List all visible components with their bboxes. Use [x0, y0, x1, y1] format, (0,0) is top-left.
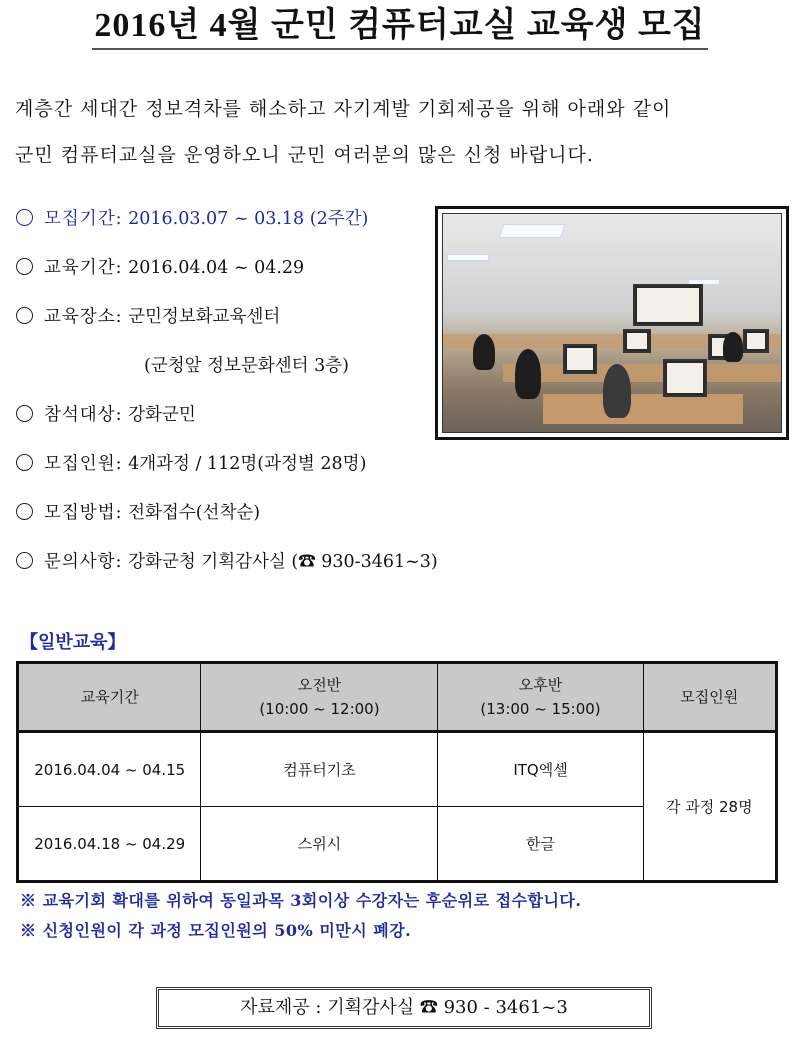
circle-bullet-icon [16, 209, 33, 226]
cell-capacity: 각 과정 28명 [643, 732, 776, 882]
circle-bullet-icon [16, 503, 33, 520]
footer-source-box: 자료제공 : 기획감사실 ☎ 930 - 3461~3 [156, 987, 652, 1029]
intro-paragraph [15, 86, 795, 178]
photo-image [442, 213, 782, 433]
header-morning: 오전반 (10:00 ~ 12:00) [201, 663, 438, 732]
detail-recruit-period: 모집기간: 2016.03.07 ~ 03.18 (2주간) [16, 205, 436, 254]
notes [20, 886, 581, 946]
cell-period: 2016.04.18 ~ 04.29 [18, 807, 201, 882]
projector-screen [633, 284, 703, 326]
detail-location-sub: (군청앞 정보문화센터 3층) [144, 356, 349, 376]
cell-morning: 컴퓨터기초 [201, 732, 438, 807]
detail-location: 교육장소: 군민정보화교육센터 [16, 303, 436, 352]
monitor [623, 329, 651, 353]
detail-education-period: 교육기간: 2016.04.04 ~ 04.29 [16, 254, 436, 303]
note-2: ※ 신청인원이 각 과정 모집인원의 50% 미만시 폐강. [20, 921, 412, 940]
schedule-table [16, 661, 778, 883]
details-list [16, 205, 436, 597]
detail-inquiry: 문의사항: 강화군청 기획감사실 (☎ 930-3461~3) [16, 548, 436, 597]
classroom-photo [435, 206, 789, 440]
note-1: ※ 교육기회 확대를 위하여 동일과목 3회이상 수강자는 후순위로 접수합니다. [20, 891, 582, 910]
circle-bullet-icon [16, 307, 33, 324]
detail-target: 참석대상: 강화군민 [16, 401, 436, 450]
student [515, 349, 541, 399]
cell-morning: 스위시 [201, 807, 438, 882]
circle-bullet-icon [16, 454, 33, 471]
circle-bullet-icon [16, 552, 33, 569]
header-afternoon: 오후반 (13:00 ~ 15:00) [438, 663, 643, 732]
ceiling-light [447, 254, 489, 261]
student [603, 364, 631, 418]
circle-bullet-icon [16, 405, 33, 422]
student [723, 332, 743, 362]
desk-row [543, 394, 743, 424]
intro-line-2: 군민 컴퓨터교실을 운영하오니 군민 여러분의 많은 신청 바랍니다. [15, 144, 594, 166]
ceiling-light [498, 224, 565, 238]
table-header-row [18, 663, 777, 732]
header-capacity: 모집인원 [643, 663, 776, 732]
header-period: 교육기간 [18, 663, 201, 732]
intro-line-1: 계층간 세대간 정보격차를 해소하고 자기계발 기회제공을 위해 아래와 같이 [15, 98, 672, 120]
table-row [18, 732, 777, 807]
monitor [563, 344, 597, 374]
page-title: 2016년 4월 군민 컴퓨터교실 교육생 모집 [0, 6, 800, 50]
detail-method: 모집방법: 전화접수(선착순) [16, 499, 436, 548]
student [473, 334, 495, 370]
cell-afternoon: ITQ엑셀 [438, 732, 643, 807]
cell-afternoon: 한글 [438, 807, 643, 882]
desk-row [503, 364, 782, 382]
detail-capacity: 모집인원: 4개과정 / 112명(과정별 28명) [16, 450, 436, 499]
cell-period: 2016.04.04 ~ 04.15 [18, 732, 201, 807]
monitor [663, 359, 707, 397]
section-general-education: 【일반교육】 [20, 632, 126, 653]
circle-bullet-icon [16, 258, 33, 275]
monitor [743, 329, 769, 353]
